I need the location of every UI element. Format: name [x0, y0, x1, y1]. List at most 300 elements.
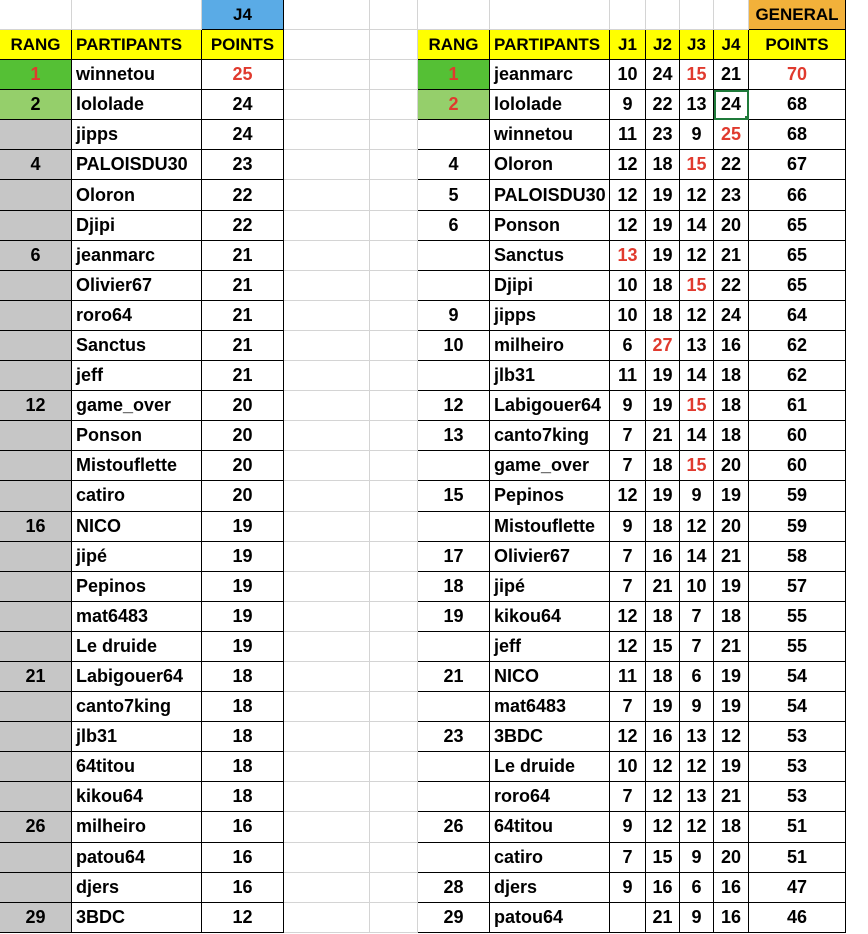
- left-rang-cell[interactable]: 29: [0, 903, 72, 933]
- left-points-cell[interactable]: 22: [202, 211, 284, 241]
- right-rang-cell[interactable]: 10: [418, 331, 490, 361]
- cell-empty[interactable]: [284, 602, 370, 632]
- right-points-cell[interactable]: 53: [749, 722, 846, 752]
- left-points-cell[interactable]: 18: [202, 782, 284, 812]
- cell-empty[interactable]: [370, 572, 418, 602]
- left-rang-cell[interactable]: [0, 873, 72, 903]
- left-points-cell[interactable]: 21: [202, 361, 284, 391]
- right-points-cell[interactable]: 55: [749, 632, 846, 662]
- cell-empty[interactable]: [370, 542, 418, 572]
- cell-empty[interactable]: [284, 421, 370, 451]
- right-points-cell[interactable]: 70: [749, 60, 846, 90]
- right-name-cell[interactable]: Labigouer64: [490, 391, 610, 421]
- left-name-cell[interactable]: Pepinos: [72, 572, 202, 602]
- right-rang-cell[interactable]: 23: [418, 722, 490, 752]
- right-rang-cell[interactable]: [418, 512, 490, 542]
- right-rang-cell[interactable]: 13: [418, 421, 490, 451]
- cell-empty[interactable]: [680, 0, 714, 30]
- right-rang-cell[interactable]: 6: [418, 211, 490, 241]
- right-j3-cell[interactable]: 7: [680, 632, 714, 662]
- right-j4-cell[interactable]: 19: [714, 481, 749, 511]
- right-j4-cell[interactable]: 16: [714, 873, 749, 903]
- left-rang-cell[interactable]: [0, 331, 72, 361]
- left-points-cell[interactable]: 18: [202, 722, 284, 752]
- left-points-cell[interactable]: 19: [202, 572, 284, 602]
- right-j4-cell[interactable]: 18: [714, 812, 749, 842]
- right-j2-cell[interactable]: 21: [646, 421, 680, 451]
- right-j2-cell[interactable]: 16: [646, 542, 680, 572]
- cell-empty[interactable]: [370, 903, 418, 933]
- right-j2-cell[interactable]: 19: [646, 211, 680, 241]
- right-points-cell[interactable]: 60: [749, 451, 846, 481]
- cell-empty[interactable]: [284, 782, 370, 812]
- right-name-cell[interactable]: jipé: [490, 572, 610, 602]
- right-j2-cell[interactable]: 23: [646, 120, 680, 150]
- right-name-cell[interactable]: djers: [490, 873, 610, 903]
- right-rang-cell[interactable]: 12: [418, 391, 490, 421]
- cell-empty[interactable]: [714, 0, 749, 30]
- cell-empty[interactable]: [284, 451, 370, 481]
- left-points-cell[interactable]: 25: [202, 60, 284, 90]
- left-rang-cell[interactable]: 16: [0, 512, 72, 542]
- cell-empty[interactable]: [370, 481, 418, 511]
- left-rang-cell[interactable]: [0, 271, 72, 301]
- left-rang-cell[interactable]: [0, 421, 72, 451]
- right-j4-cell[interactable]: 20: [714, 211, 749, 241]
- right-rang-cell[interactable]: [418, 843, 490, 873]
- left-points-cell[interactable]: 20: [202, 391, 284, 421]
- cell-empty[interactable]: [370, 451, 418, 481]
- cell-empty[interactable]: [284, 632, 370, 662]
- right-points-cell[interactable]: 51: [749, 843, 846, 873]
- right-j2-cell[interactable]: 18: [646, 301, 680, 331]
- right-points-cell[interactable]: 59: [749, 481, 846, 511]
- right-j4-cell[interactable]: 19: [714, 692, 749, 722]
- right-rang-cell[interactable]: 26: [418, 812, 490, 842]
- right-j3-cell[interactable]: 7: [680, 602, 714, 632]
- cell-empty[interactable]: [610, 0, 646, 30]
- right-j3-cell[interactable]: 14: [680, 421, 714, 451]
- cell-empty[interactable]: [284, 90, 370, 120]
- right-j4-cell[interactable]: 22: [714, 271, 749, 301]
- cell-empty[interactable]: [370, 301, 418, 331]
- right-j2-cell[interactable]: 19: [646, 241, 680, 271]
- right-j4-cell[interactable]: 19: [714, 662, 749, 692]
- cell-empty[interactable]: [284, 873, 370, 903]
- right-rang-cell[interactable]: 18: [418, 572, 490, 602]
- left-points-cell[interactable]: 21: [202, 301, 284, 331]
- left-rang-cell[interactable]: [0, 752, 72, 782]
- right-points-cell[interactable]: 65: [749, 211, 846, 241]
- header-j4[interactable]: J4: [714, 30, 749, 60]
- right-j4-cell[interactable]: 22: [714, 150, 749, 180]
- right-points-cell[interactable]: 54: [749, 692, 846, 722]
- right-j1-cell[interactable]: 12: [610, 602, 646, 632]
- left-name-cell[interactable]: Mistouflette: [72, 451, 202, 481]
- right-j3-cell[interactable]: 9: [680, 481, 714, 511]
- left-name-cell[interactable]: roro64: [72, 301, 202, 331]
- cell-empty[interactable]: [284, 331, 370, 361]
- right-j3-cell[interactable]: 12: [680, 512, 714, 542]
- left-points-cell[interactable]: 20: [202, 451, 284, 481]
- left-rang-cell[interactable]: [0, 481, 72, 511]
- right-j3-cell[interactable]: 13: [680, 782, 714, 812]
- right-points-cell[interactable]: 60: [749, 421, 846, 451]
- cell-empty[interactable]: [370, 60, 418, 90]
- right-name-cell[interactable]: Le druide: [490, 752, 610, 782]
- right-rang-cell[interactable]: 1: [418, 60, 490, 90]
- left-points-cell[interactable]: 21: [202, 271, 284, 301]
- cell-empty[interactable]: [0, 0, 72, 30]
- cell-empty[interactable]: [284, 843, 370, 873]
- left-rang-cell[interactable]: [0, 211, 72, 241]
- left-name-cell[interactable]: jipps: [72, 120, 202, 150]
- left-rang-cell[interactable]: 6: [0, 241, 72, 271]
- right-j4-cell[interactable]: 21: [714, 632, 749, 662]
- right-j2-cell[interactable]: 24: [646, 60, 680, 90]
- right-j1-cell[interactable]: 11: [610, 662, 646, 692]
- right-j1-cell[interactable]: 12: [610, 722, 646, 752]
- right-j4-cell[interactable]: 18: [714, 421, 749, 451]
- right-j3-cell[interactable]: 9: [680, 903, 714, 933]
- right-name-cell[interactable]: Mistouflette: [490, 512, 610, 542]
- right-j2-cell[interactable]: 12: [646, 752, 680, 782]
- right-j2-cell[interactable]: 18: [646, 602, 680, 632]
- right-name-cell[interactable]: winnetou: [490, 120, 610, 150]
- right-rang-cell[interactable]: [418, 241, 490, 271]
- right-name-cell[interactable]: milheiro: [490, 331, 610, 361]
- cell-empty[interactable]: [370, 632, 418, 662]
- right-points-cell[interactable]: 54: [749, 662, 846, 692]
- cell-empty[interactable]: [284, 662, 370, 692]
- right-j3-cell[interactable]: 6: [680, 873, 714, 903]
- cell-empty[interactable]: [284, 120, 370, 150]
- right-rang-cell[interactable]: 28: [418, 873, 490, 903]
- right-j1-cell[interactable]: 7: [610, 692, 646, 722]
- left-points-cell[interactable]: 18: [202, 752, 284, 782]
- right-j4-cell[interactable]: 23: [714, 180, 749, 210]
- left-points-cell[interactable]: 16: [202, 873, 284, 903]
- left-name-cell[interactable]: canto7king: [72, 692, 202, 722]
- left-name-cell[interactable]: jeanmarc: [72, 241, 202, 271]
- right-j1-cell[interactable]: 10: [610, 301, 646, 331]
- right-j4-cell[interactable]: 19: [714, 752, 749, 782]
- cell-empty[interactable]: [370, 211, 418, 241]
- left-points-cell[interactable]: 21: [202, 241, 284, 271]
- right-j3-cell[interactable]: 12: [680, 241, 714, 271]
- right-j4-cell[interactable]: 24: [714, 301, 749, 331]
- right-points-cell[interactable]: 61: [749, 391, 846, 421]
- right-rang-cell[interactable]: 21: [418, 662, 490, 692]
- left-rang-cell[interactable]: 21: [0, 662, 72, 692]
- left-rang-cell[interactable]: 1: [0, 60, 72, 90]
- right-j1-cell[interactable]: 9: [610, 812, 646, 842]
- right-rang-cell[interactable]: [418, 692, 490, 722]
- cell-empty[interactable]: [284, 211, 370, 241]
- left-rang-cell[interactable]: [0, 451, 72, 481]
- right-j1-cell[interactable]: 6: [610, 331, 646, 361]
- cell-empty[interactable]: [284, 572, 370, 602]
- left-rang-cell[interactable]: [0, 542, 72, 572]
- right-j4-cell[interactable]: 18: [714, 361, 749, 391]
- right-j3-cell[interactable]: 15: [680, 391, 714, 421]
- right-j2-cell[interactable]: 18: [646, 662, 680, 692]
- header-j2[interactable]: J2: [646, 30, 680, 60]
- cell-empty[interactable]: [370, 512, 418, 542]
- header-j3[interactable]: J3: [680, 30, 714, 60]
- right-name-cell[interactable]: Pepinos: [490, 481, 610, 511]
- right-j2-cell[interactable]: 16: [646, 873, 680, 903]
- cell-empty[interactable]: [370, 782, 418, 812]
- left-name-cell[interactable]: djers: [72, 873, 202, 903]
- right-j1-cell[interactable]: 12: [610, 180, 646, 210]
- left-points-cell[interactable]: 20: [202, 481, 284, 511]
- right-j1-cell[interactable]: 7: [610, 572, 646, 602]
- cell-empty[interactable]: [370, 361, 418, 391]
- right-rang-cell[interactable]: [418, 361, 490, 391]
- right-name-cell[interactable]: PALOISDU30: [490, 180, 610, 210]
- cell-empty[interactable]: [370, 843, 418, 873]
- right-j1-cell[interactable]: 12: [610, 211, 646, 241]
- left-name-cell[interactable]: Labigouer64: [72, 662, 202, 692]
- right-j1-cell[interactable]: 9: [610, 512, 646, 542]
- right-j2-cell[interactable]: 19: [646, 361, 680, 391]
- header-j1[interactable]: J1: [610, 30, 646, 60]
- left-points-cell[interactable]: 18: [202, 662, 284, 692]
- right-name-cell[interactable]: Ponson: [490, 211, 610, 241]
- right-j2-cell[interactable]: 22: [646, 90, 680, 120]
- left-points-cell[interactable]: 20: [202, 421, 284, 451]
- left-rang-cell[interactable]: 12: [0, 391, 72, 421]
- right-points-cell[interactable]: 51: [749, 812, 846, 842]
- right-j4-cell[interactable]: 16: [714, 331, 749, 361]
- cell-empty[interactable]: [370, 421, 418, 451]
- right-j4-cell[interactable]: 21: [714, 542, 749, 572]
- header-rang[interactable]: RANG: [0, 30, 72, 60]
- right-j1-cell[interactable]: 7: [610, 451, 646, 481]
- right-j3-cell[interactable]: 14: [680, 211, 714, 241]
- cell-empty[interactable]: [370, 241, 418, 271]
- left-name-cell[interactable]: jlb31: [72, 722, 202, 752]
- right-j2-cell[interactable]: 18: [646, 512, 680, 542]
- right-j2-cell[interactable]: 18: [646, 150, 680, 180]
- left-name-cell[interactable]: PALOISDU30: [72, 150, 202, 180]
- right-j4-cell[interactable]: 21: [714, 782, 749, 812]
- right-j3-cell[interactable]: 14: [680, 361, 714, 391]
- cell-empty[interactable]: [284, 241, 370, 271]
- right-j3-cell[interactable]: 9: [680, 120, 714, 150]
- right-points-cell[interactable]: 64: [749, 301, 846, 331]
- right-rang-cell[interactable]: [418, 752, 490, 782]
- right-j2-cell[interactable]: 18: [646, 271, 680, 301]
- header-rang[interactable]: RANG: [418, 30, 490, 60]
- right-j1-cell[interactable]: 9: [610, 391, 646, 421]
- right-rang-cell[interactable]: 4: [418, 150, 490, 180]
- right-points-cell[interactable]: 65: [749, 271, 846, 301]
- right-rang-cell[interactable]: 2: [418, 90, 490, 120]
- right-rang-cell[interactable]: 19: [418, 602, 490, 632]
- cell-empty[interactable]: [284, 752, 370, 782]
- cell-empty[interactable]: [370, 331, 418, 361]
- right-points-cell[interactable]: 68: [749, 120, 846, 150]
- right-j4-cell[interactable]: 20: [714, 451, 749, 481]
- right-j2-cell[interactable]: 19: [646, 180, 680, 210]
- right-name-cell[interactable]: lololade: [490, 90, 610, 120]
- left-name-cell[interactable]: jeff: [72, 361, 202, 391]
- right-j2-cell[interactable]: 16: [646, 722, 680, 752]
- cell-empty[interactable]: [284, 512, 370, 542]
- right-j3-cell[interactable]: 15: [680, 60, 714, 90]
- cell-empty[interactable]: [490, 0, 610, 30]
- right-points-cell[interactable]: 65: [749, 241, 846, 271]
- right-j1-cell[interactable]: 7: [610, 421, 646, 451]
- cell-empty[interactable]: [646, 0, 680, 30]
- right-j1-cell[interactable]: 11: [610, 361, 646, 391]
- left-name-cell[interactable]: 3BDC: [72, 903, 202, 933]
- left-points-cell[interactable]: 19: [202, 632, 284, 662]
- left-rang-cell[interactable]: [0, 692, 72, 722]
- left-name-cell[interactable]: Le druide: [72, 632, 202, 662]
- left-points-cell[interactable]: 22: [202, 180, 284, 210]
- cell-empty[interactable]: [284, 30, 370, 60]
- header-participants[interactable]: PARTIPANTS: [72, 30, 202, 60]
- left-name-cell[interactable]: Oloron: [72, 180, 202, 210]
- right-j3-cell[interactable]: 14: [680, 542, 714, 572]
- left-name-cell[interactable]: kikou64: [72, 782, 202, 812]
- right-name-cell[interactable]: game_over: [490, 451, 610, 481]
- right-name-cell[interactable]: jlb31: [490, 361, 610, 391]
- right-j1-cell[interactable]: 9: [610, 873, 646, 903]
- left-rang-cell[interactable]: [0, 602, 72, 632]
- right-points-cell[interactable]: 53: [749, 752, 846, 782]
- cell-empty[interactable]: [370, 752, 418, 782]
- right-j4-cell[interactable]: 12: [714, 722, 749, 752]
- right-points-cell[interactable]: 62: [749, 331, 846, 361]
- cell-empty[interactable]: [72, 0, 202, 30]
- right-name-cell[interactable]: Sanctus: [490, 241, 610, 271]
- right-j3-cell[interactable]: 15: [680, 451, 714, 481]
- right-j1-cell[interactable]: 10: [610, 271, 646, 301]
- cell-empty[interactable]: [284, 692, 370, 722]
- left-name-cell[interactable]: winnetou: [72, 60, 202, 90]
- cell-empty[interactable]: [284, 0, 370, 30]
- right-points-cell[interactable]: 59: [749, 512, 846, 542]
- left-rang-cell[interactable]: [0, 722, 72, 752]
- right-j2-cell[interactable]: 27: [646, 331, 680, 361]
- right-j2-cell[interactable]: 18: [646, 451, 680, 481]
- left-points-cell[interactable]: 12: [202, 903, 284, 933]
- right-j4-cell[interactable]: 20: [714, 512, 749, 542]
- left-points-cell[interactable]: 18: [202, 692, 284, 722]
- right-name-cell[interactable]: roro64: [490, 782, 610, 812]
- left-rang-cell[interactable]: [0, 361, 72, 391]
- right-j3-cell[interactable]: 9: [680, 692, 714, 722]
- right-j1-cell[interactable]: 10: [610, 752, 646, 782]
- cell-empty[interactable]: [370, 150, 418, 180]
- right-rang-cell[interactable]: [418, 782, 490, 812]
- left-points-cell[interactable]: 19: [202, 542, 284, 572]
- left-rang-cell[interactable]: 4: [0, 150, 72, 180]
- right-name-cell[interactable]: NICO: [490, 662, 610, 692]
- cell-empty[interactable]: [370, 812, 418, 842]
- left-name-cell[interactable]: Sanctus: [72, 331, 202, 361]
- right-j3-cell[interactable]: 9: [680, 843, 714, 873]
- right-points-cell[interactable]: 67: [749, 150, 846, 180]
- j4-super-header[interactable]: J4: [202, 0, 284, 30]
- right-j4-cell[interactable]: 24: [714, 90, 749, 120]
- right-rang-cell[interactable]: 29: [418, 903, 490, 933]
- right-j3-cell[interactable]: 15: [680, 271, 714, 301]
- header-participants[interactable]: PARTIPANTS: [490, 30, 610, 60]
- right-points-cell[interactable]: 68: [749, 90, 846, 120]
- right-j2-cell[interactable]: 21: [646, 572, 680, 602]
- cell-empty[interactable]: [370, 90, 418, 120]
- right-rang-cell[interactable]: [418, 120, 490, 150]
- right-name-cell[interactable]: kikou64: [490, 602, 610, 632]
- right-name-cell[interactable]: Oloron: [490, 150, 610, 180]
- cell-empty[interactable]: [370, 271, 418, 301]
- right-j4-cell[interactable]: 20: [714, 843, 749, 873]
- right-name-cell[interactable]: Djipi: [490, 271, 610, 301]
- cell-empty[interactable]: [370, 602, 418, 632]
- cell-empty[interactable]: [370, 391, 418, 421]
- cell-empty[interactable]: [284, 361, 370, 391]
- right-name-cell[interactable]: catiro: [490, 843, 610, 873]
- right-rang-cell[interactable]: 15: [418, 481, 490, 511]
- cell-empty[interactable]: [370, 0, 418, 30]
- right-j1-cell[interactable]: 9: [610, 90, 646, 120]
- right-j3-cell[interactable]: 15: [680, 150, 714, 180]
- cell-empty[interactable]: [284, 542, 370, 572]
- left-name-cell[interactable]: milheiro: [72, 812, 202, 842]
- left-points-cell[interactable]: 24: [202, 120, 284, 150]
- cell-empty[interactable]: [370, 873, 418, 903]
- right-j3-cell[interactable]: 12: [680, 812, 714, 842]
- cell-empty[interactable]: [284, 903, 370, 933]
- cell-empty[interactable]: [284, 271, 370, 301]
- right-j1-cell[interactable]: [610, 903, 646, 933]
- right-points-cell[interactable]: 57: [749, 572, 846, 602]
- right-j3-cell[interactable]: 12: [680, 752, 714, 782]
- cell-empty[interactable]: [284, 301, 370, 331]
- left-name-cell[interactable]: Djipi: [72, 211, 202, 241]
- left-points-cell[interactable]: 19: [202, 512, 284, 542]
- left-name-cell[interactable]: Olivier67: [72, 271, 202, 301]
- right-j2-cell[interactable]: 19: [646, 481, 680, 511]
- cell-empty[interactable]: [284, 481, 370, 511]
- cell-empty[interactable]: [284, 722, 370, 752]
- left-points-cell[interactable]: 16: [202, 812, 284, 842]
- right-rang-cell[interactable]: [418, 271, 490, 301]
- left-name-cell[interactable]: lololade: [72, 90, 202, 120]
- right-j2-cell[interactable]: 21: [646, 903, 680, 933]
- cell-empty[interactable]: [284, 391, 370, 421]
- right-j3-cell[interactable]: 13: [680, 331, 714, 361]
- right-rang-cell[interactable]: 5: [418, 180, 490, 210]
- cell-empty[interactable]: [370, 662, 418, 692]
- right-j1-cell[interactable]: 7: [610, 782, 646, 812]
- right-j2-cell[interactable]: 15: [646, 843, 680, 873]
- left-rang-cell[interactable]: 26: [0, 812, 72, 842]
- right-j4-cell[interactable]: 16: [714, 903, 749, 933]
- right-name-cell[interactable]: jeff: [490, 632, 610, 662]
- right-j3-cell[interactable]: 10: [680, 572, 714, 602]
- right-name-cell[interactable]: patou64: [490, 903, 610, 933]
- right-name-cell[interactable]: canto7king: [490, 421, 610, 451]
- right-j1-cell[interactable]: 10: [610, 60, 646, 90]
- left-points-cell[interactable]: 19: [202, 602, 284, 632]
- cell-empty[interactable]: [370, 120, 418, 150]
